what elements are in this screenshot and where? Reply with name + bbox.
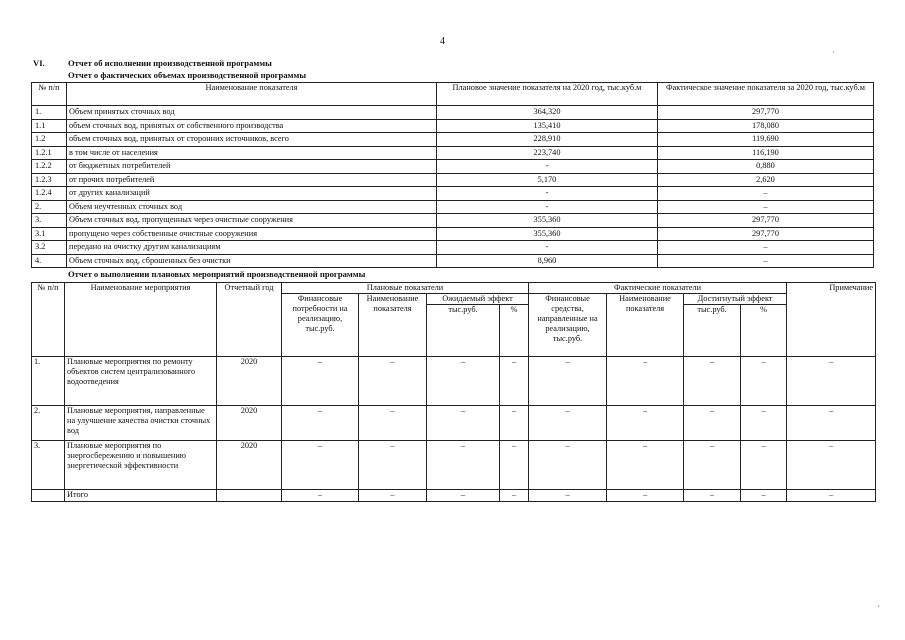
row-fact: – (658, 254, 874, 268)
measure-value: – (529, 406, 607, 441)
m-header-name: Наименование мероприятия (65, 283, 217, 357)
measure-value: – (607, 357, 684, 406)
measure-value: – (359, 441, 427, 490)
measure-value: – (787, 441, 876, 490)
measure-value: – (684, 441, 741, 490)
measure-name: Плановые мероприятия по ремонту объектов систем централизованного водоотведения (65, 357, 217, 406)
measure-name: Плановые мероприятия, направленные на улучшение качества очистки сточных вод (65, 406, 217, 441)
section-heading (33, 58, 272, 68)
measure-value: – (741, 357, 787, 406)
measure-value: – (500, 357, 529, 406)
row-name: объем сточных вод, принятых от собственного производства (67, 119, 437, 133)
row-plan: 223,740 (437, 146, 658, 160)
m-header-plan-pct: % (500, 305, 529, 357)
measure-value: – (282, 441, 359, 490)
m-header-plan-fin: Финансовые потребности на реализацию, тыс.руб. (282, 294, 359, 357)
total-value: – (787, 490, 876, 502)
table-row (32, 119, 874, 133)
table-row (32, 406, 876, 441)
row-plan: - (437, 200, 658, 214)
measure-value: – (427, 441, 500, 490)
volumes-header-row (32, 83, 874, 106)
section-number: VI. (33, 58, 45, 68)
row-fact: 0,880 (658, 160, 874, 174)
measure-value: – (787, 357, 876, 406)
m-header-plan-rub: тыс.руб. (427, 305, 500, 357)
table-row (32, 357, 876, 406)
measure-value: – (741, 406, 787, 441)
row-fact: – (658, 200, 874, 214)
table-row (32, 254, 874, 268)
row-num: 3. (32, 214, 67, 228)
measure-year: 2020 (217, 357, 282, 406)
m-header-fact-fin: Финансовые средства, направленные на реализацию, тыс.руб. (529, 294, 607, 357)
measure-value: – (282, 406, 359, 441)
volumes-subtitle: Отчет о фактических объемах производственной программы (68, 70, 307, 80)
total-row (32, 490, 876, 502)
total-value: – (529, 490, 607, 502)
row-num: 1.2 (32, 133, 67, 147)
measure-value: – (500, 406, 529, 441)
measure-value: – (282, 357, 359, 406)
measure-num: 1. (32, 357, 65, 406)
table-row (32, 227, 874, 241)
row-plan: 5,170 (437, 173, 658, 187)
table-row (32, 441, 876, 490)
measure-value: – (500, 441, 529, 490)
row-plan: 355,360 (437, 214, 658, 228)
m-header-fact-group: Фактические показатели (529, 283, 787, 294)
row-name: Объем принятых сточных вод (67, 106, 437, 120)
table-row (32, 160, 874, 174)
total-value: – (607, 490, 684, 502)
total-label: Итого (65, 490, 217, 502)
m-header-note: Примечание (787, 283, 876, 357)
measure-value: – (359, 357, 427, 406)
table-row (32, 133, 874, 147)
row-fact: 116,190 (658, 146, 874, 160)
measure-num: 2. (32, 406, 65, 441)
row-fact: – (658, 241, 874, 255)
header-num: № п/п (32, 83, 67, 106)
header-plan-value: Плановое значение показателя на 2020 год, тыс.куб.м (437, 83, 658, 106)
total-value: – (359, 490, 427, 502)
row-num: 4. (32, 254, 67, 268)
measure-value: – (787, 406, 876, 441)
page-number: 4 (440, 36, 445, 47)
table-row (32, 214, 874, 228)
measure-value: – (684, 357, 741, 406)
table-row (32, 146, 874, 160)
m-header-plan-group: Плановые показатели (282, 283, 529, 294)
row-fact: 119,690 (658, 133, 874, 147)
table-row (32, 106, 874, 120)
section-title: Отчет об исполнении производственной программы (68, 58, 272, 68)
measures-title: Отчет о выполнении плановых мероприятий производственной программы (68, 269, 366, 279)
row-fact: 297,770 (658, 106, 874, 120)
measure-num: 3. (32, 441, 65, 490)
row-num: 1. (32, 106, 67, 120)
row-name: Объем сточных вод, сброшенных без очистки (67, 254, 437, 268)
total-value: – (500, 490, 529, 502)
row-num: 1.1 (32, 119, 67, 133)
row-fact: 2,620 (658, 173, 874, 187)
row-plan: 364,320 (437, 106, 658, 120)
table-row (32, 200, 874, 214)
m-header-fact-ind: Наименование показателя (607, 294, 684, 357)
m-header-num: № п/п (32, 283, 65, 357)
row-num: 3.1 (32, 227, 67, 241)
measures-header-row-1 (32, 283, 876, 294)
measure-value: – (607, 441, 684, 490)
row-plan: - (437, 241, 658, 255)
measure-value: – (427, 406, 500, 441)
row-plan: - (437, 187, 658, 201)
scan-speck: · (877, 602, 880, 611)
row-name: в том числе от населения (67, 146, 437, 160)
measure-value: – (741, 441, 787, 490)
measures-table (31, 282, 876, 502)
total-value: – (684, 490, 741, 502)
row-name: пропущено через собственные очистные сооружения (67, 227, 437, 241)
total-num (32, 490, 65, 502)
volumes-table (31, 82, 874, 268)
row-fact: 297,770 (658, 214, 874, 228)
total-value: – (427, 490, 500, 502)
row-num: 1.2.1 (32, 146, 67, 160)
row-plan: 135,410 (437, 119, 658, 133)
row-num: 1.2.2 (32, 160, 67, 174)
row-num: 3.2 (32, 241, 67, 255)
row-name: от бюджетных потребителей (67, 160, 437, 174)
m-header-plan-ind: Наименование показателя (359, 294, 427, 357)
row-name: Объем сточных вод, пропущенных через очистные сооружения (67, 214, 437, 228)
row-num: 1.2.3 (32, 173, 67, 187)
measure-value: – (359, 406, 427, 441)
m-header-fact-rub: тыс.руб. (684, 305, 741, 357)
header-fact-value: Фактическое значение показателя за 2020 год, тыс.куб.м (658, 83, 874, 106)
row-name: Объем неучтенных сточных вод (67, 200, 437, 214)
measure-name: Плановые мероприятия по энергосбережению и повышению энергетической эффективности (65, 441, 217, 490)
total-year (217, 490, 282, 502)
row-name: от прочих потребителей (67, 173, 437, 187)
measure-value: – (427, 357, 500, 406)
row-fact: 297,770 (658, 227, 874, 241)
table-row (32, 241, 874, 255)
row-plan: 228,910 (437, 133, 658, 147)
measure-value: – (607, 406, 684, 441)
row-fact: 178,080 (658, 119, 874, 133)
measure-value: – (529, 441, 607, 490)
row-plan: 8,960 (437, 254, 658, 268)
row-num: 2. (32, 200, 67, 214)
total-value: – (282, 490, 359, 502)
row-num: 1.2.4 (32, 187, 67, 201)
table-row (32, 173, 874, 187)
header-indicator-name: Наименование показателя (67, 83, 437, 106)
m-header-fact-effect: Достигнутый эффект (684, 294, 787, 305)
volumes-table-body (32, 106, 874, 268)
measure-year: 2020 (217, 406, 282, 441)
row-name: от других канализаций (67, 187, 437, 201)
row-fact: – (658, 187, 874, 201)
measure-value: – (684, 406, 741, 441)
row-name: объем сточных вод, принятых от сторонних источников, всего (67, 133, 437, 147)
m-header-plan-effect: Ожидаемый эффект (427, 294, 529, 305)
measure-value: – (529, 357, 607, 406)
table-row (32, 187, 874, 201)
measures-table-body (32, 357, 876, 502)
row-plan: - (437, 160, 658, 174)
measure-year: 2020 (217, 441, 282, 490)
m-header-fact-pct: % (741, 305, 787, 357)
m-header-year: Отчетный год (217, 283, 282, 357)
total-value: – (741, 490, 787, 502)
row-name: передано на очистку другим канализациям (67, 241, 437, 255)
row-plan: 355,360 (437, 227, 658, 241)
scan-speck: · (832, 48, 835, 57)
